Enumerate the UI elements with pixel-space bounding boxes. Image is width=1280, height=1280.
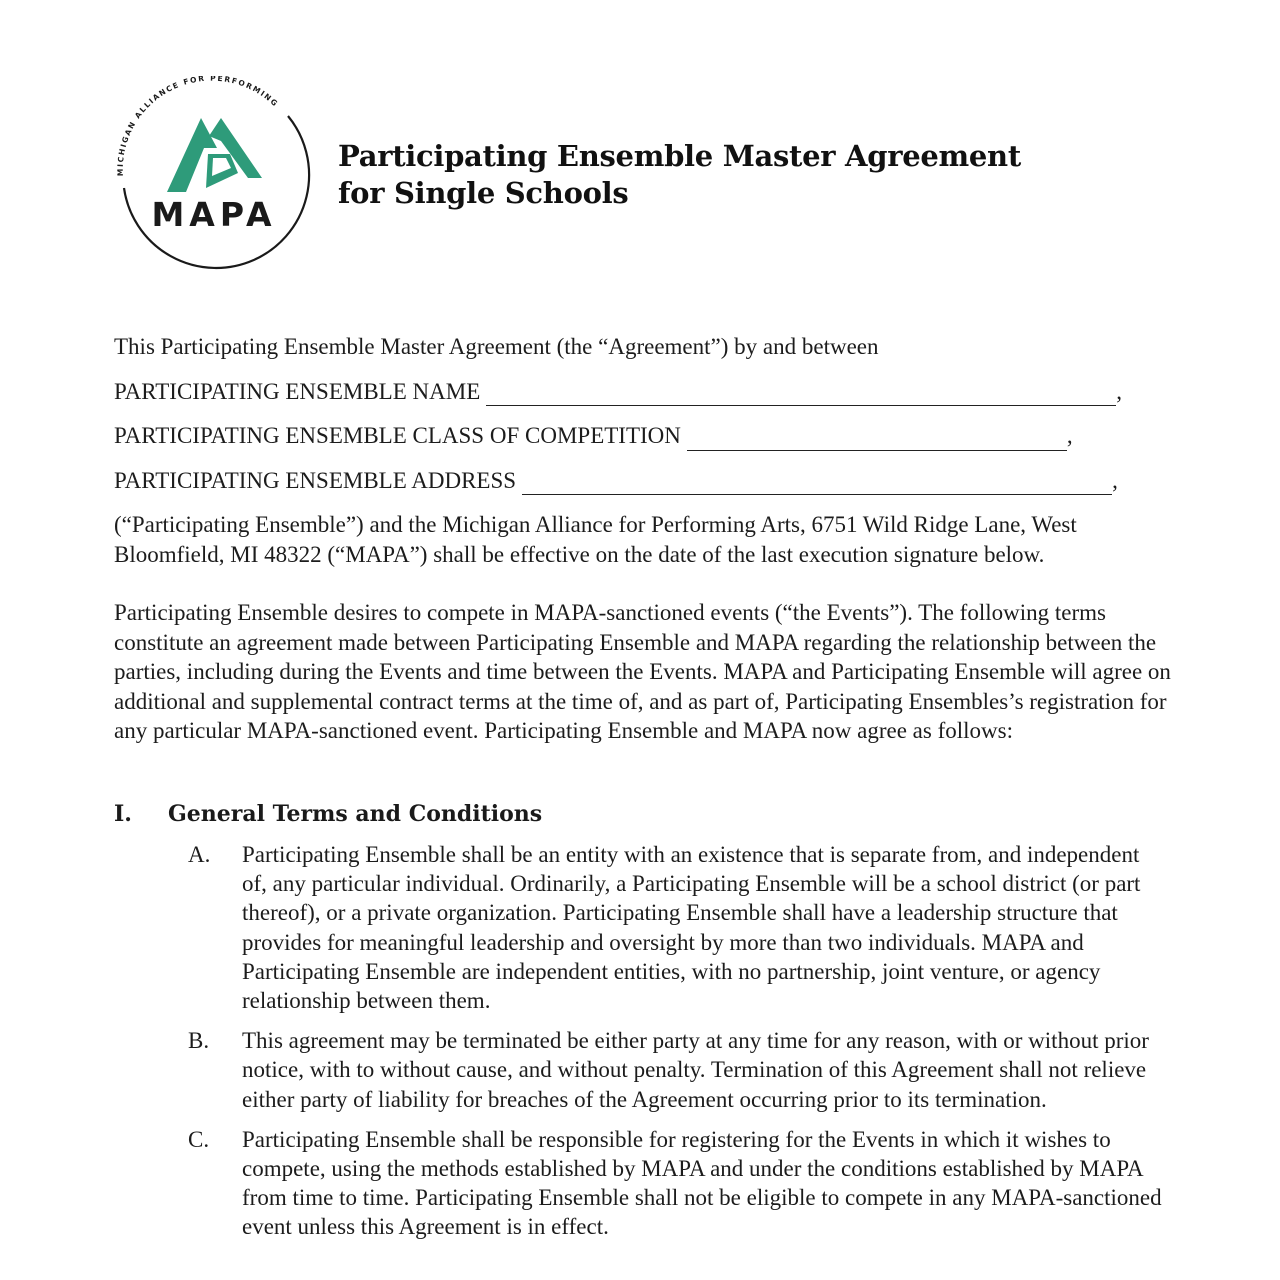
title-line-1: Participating Ensemble Master Agreement [338,139,1021,173]
mapa-logo-graphic [110,76,315,276]
item-text: Participating Ensemble shall be an entity with an existence that is separate from, and independent of, any particular individual. Ordinarily, a Participating Ensemble will be a school district (or part thereof), or a private organization. Participating Ensemble shall have a leadership structure that provides for meaningful leadership and oversight by more than two individuals. MAPA and Participating Ensemble are independent entities, with no partnership, joint venture, or agency relationship between them. [242,842,1141,1014]
ensemble-name-label: PARTICIPATING ENSEMBLE NAME [114,378,481,404]
section-title: General Terms and Conditions [168,801,543,827]
section-number: I. [114,801,132,827]
section-heading [114,800,542,829]
field-comma: , [1066,423,1073,448]
ensemble-address-row [114,466,1174,496]
ensemble-class-row [114,421,1174,451]
purpose-paragraph: Participating Ensemble desires to compete in MAPA-sanctioned events (“the Events”). The following terms constitute an agreement made between Participating Ensemble and MAPA regarding the relationship between the parties, including during the Events and time between the Events. MAPA and Participating Ensemble will agree on additional and supplemental contract terms at the time of, and as part of, Participating Ensembles’s registration for any particular MAPA-sanctioned event. Participating Ensemble and MAPA now agree as follows: [114,600,1171,743]
list-item [188,840,1178,1015]
item-letter: C. [188,1126,210,1152]
list-item [188,1026,1178,1114]
logo-ring-text: MICHIGAN ALLIANCE FOR PERFORMING [115,76,281,177]
item-letter: A. [188,842,211,867]
ensemble-name-field[interactable] [486,383,1116,406]
ensemble-name-row [114,377,1174,407]
section-items [188,840,1178,1253]
item-letter: B. [188,1028,210,1054]
opening-line: This Participating Ensemble Master Agreement (the “Agreement”) by and between [114,334,879,359]
mapa-logo [110,76,315,276]
field-comma: , [1116,378,1122,404]
list-item [188,1125,1178,1242]
logo-wordmark: MAPA [151,195,277,234]
ensemble-class-field[interactable] [687,428,1067,451]
field-comma: , [1112,467,1118,493]
ensemble-address-field[interactable] [522,472,1112,495]
ensemble-class-label: PARTICIPATING ENSEMBLE CLASS OF COMPETITION [114,423,681,448]
document-title [338,138,1021,212]
parties-paragraph: (“Participating Ensemble”) and the Michigan Alliance for Performing Arts, 6751 Wild Ridge Lane, West Bloomfield, MI 48322 (“MAPA”) shall be effective on the date of the last execution signature below. [114,512,1077,567]
item-text: This agreement may be terminated be either party at any time for any reason, with or without prior notice, with to without cause, and without penalty. Termination of this Agreement shall not relieve either party of liability for breaches of the Agreement occurring prior to its termination. [242,1028,1149,1112]
title-line-2: for Single Schools [338,176,629,210]
ensemble-address-label: PARTICIPATING ENSEMBLE ADDRESS [114,467,517,493]
item-text: Participating Ensemble shall be responsible for registering for the Events in which it wishes to compete, using the methods established by MAPA and under the conditions established by MAPA from time to time. Participating Ensemble shall not be eligible to compete in any MAPA-sanctioned event unless this Agreement is in effect. [242,1126,1162,1240]
agreement-intro [114,332,1174,746]
